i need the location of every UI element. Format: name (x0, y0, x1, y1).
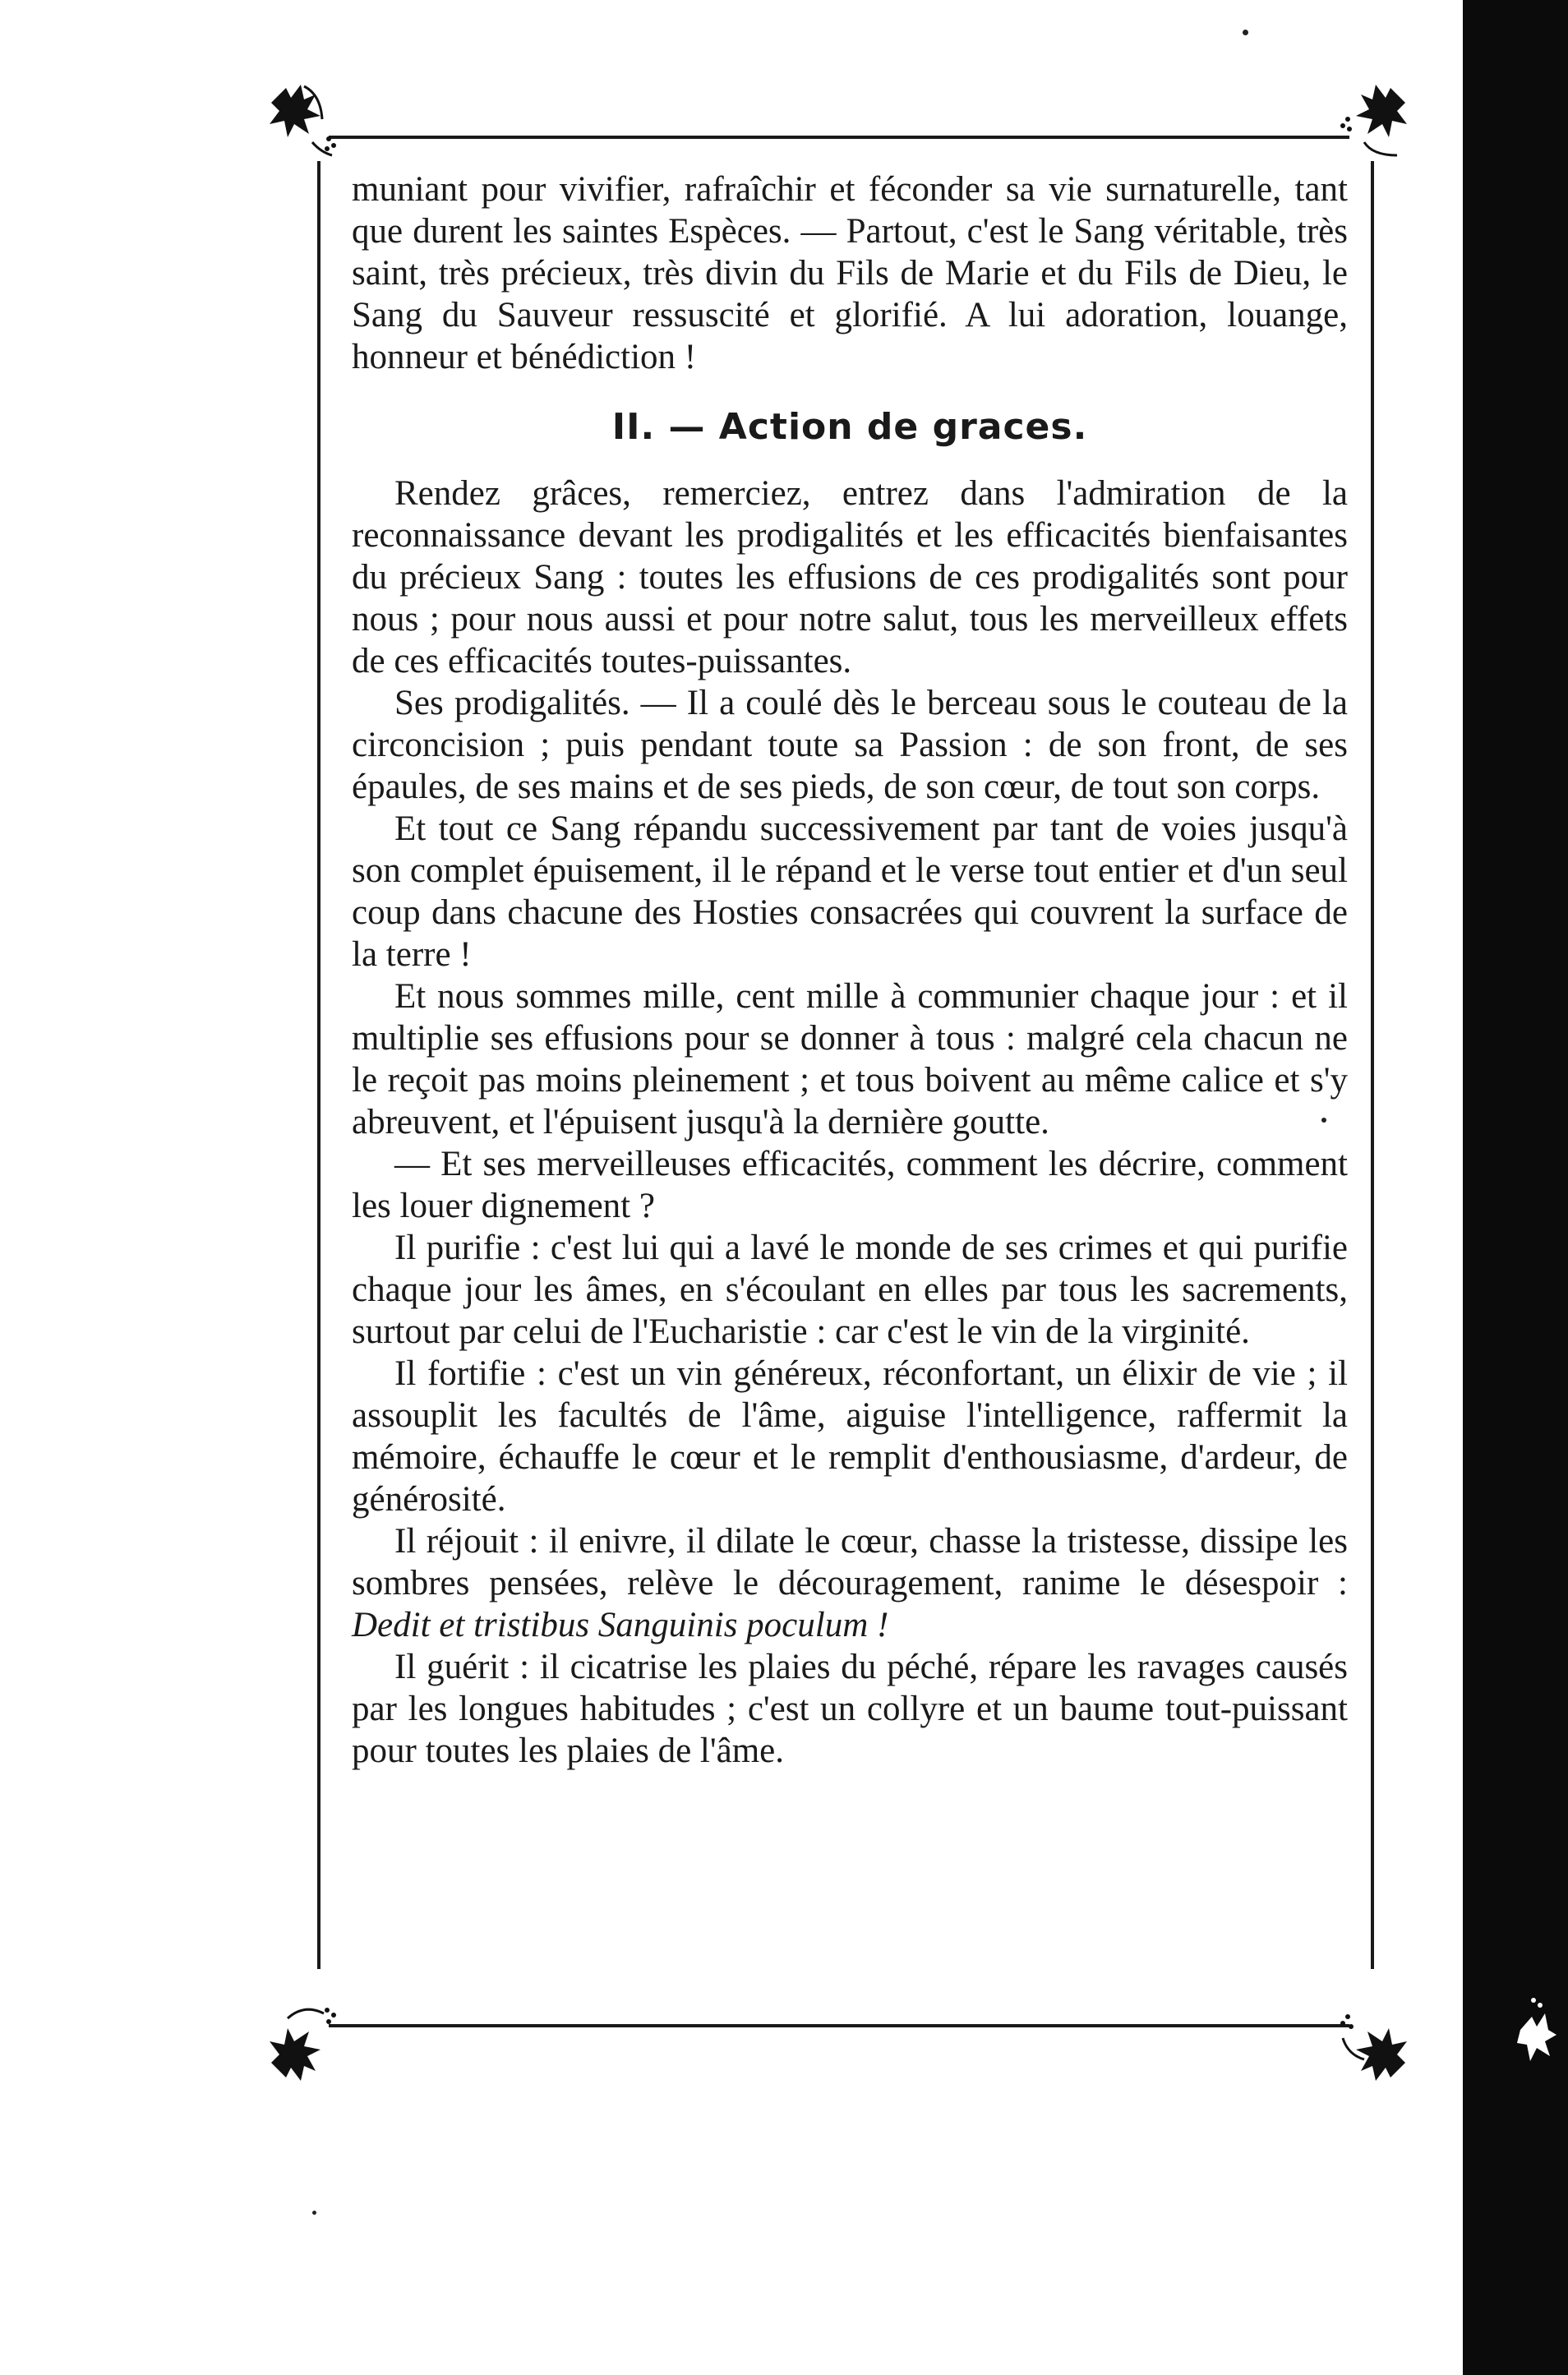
frame-bottom-rule (329, 2024, 1349, 2027)
paragraph-rejoice (352, 1520, 1348, 1646)
paragraph: Ses prodigalités. — Il a coulé dès le berceau sous le couteau de la circoncision ; puis pendant toute sa Passion : de son front, de ses épaules, de ses mains et de ses pieds, de son cœur, de tout son corps. (352, 684, 1348, 806)
paragraph: Il fortifie : c'est un vin généreux, réconfortant, un élixir de vie ; il assouplit les facultés de l'âme, aiguise l'intelligence, raffermit la mémoire, échauffe le cœur et le remplit d'enthousiasme, d'ardeur, de générosité. (352, 1354, 1348, 1519)
paragraph: Et nous sommes mille, cent mille à communier chaque jour : et il multiplie ses effusions pour se donner à tous : malgré cela chacun ne le reçoit pas moins pleinement ; et tous boivent au même calice et s'y abreuvent, et l'épuisent jusqu'à la dernière goutte. (352, 977, 1348, 1141)
frame-top-rule (329, 136, 1349, 139)
paragraph: Il guérit : il cicatrise les plaies du péché, répare les ravages causés par les longues habitudes ; c'est un collyre et un baume tout-puissant pour toutes les plaies de l'âme. (352, 1648, 1348, 1770)
corner-ornament-bottom-right-icon (1331, 1997, 1422, 2096)
paragraph: Et tout ce Sang répandu successivement par tant de voies jusqu'à son complet épuisement, il le répand et le verse tout entier et d'un seul coup dans chacune des Hosties consacrées qui couvrent la surface de la terre ! (352, 809, 1348, 974)
corner-ornament-bottom-left-icon (255, 1997, 345, 2096)
paragraph: — Et ses merveilleuses efficacités, comment les décrire, comment les louer dignement ? (352, 1145, 1348, 1225)
latin-quote: Dedit et tristibus Sanguinis poculum ! (352, 1606, 889, 1644)
margin-ornament-icon (1512, 1989, 1561, 2079)
rejoice-text: Il réjouit : il enivre, il dilate le cœur, chasse la tristesse, dissipe les sombres pensées, relève le découragement, ranime le désespoir : (352, 1522, 1348, 1603)
paragraph: Rendez grâces, remerciez, entrez dans l'admiration de la reconnaissance devant les prodigalités et les efficacités bienfaisantes du précieux Sang : toutes les effusions de ces prodigalités sont pour nous ; pour nous aussi et pour notre salut, tous les merveilleux effets de ces efficacités toutes-puissantes. (352, 474, 1348, 680)
page-text (352, 168, 1348, 1772)
corner-ornament-top-left-icon (255, 70, 345, 168)
print-speck (1243, 30, 1248, 35)
frame-right-rule (1371, 161, 1374, 1969)
frame-left-rule (317, 161, 321, 1969)
corner-ornament-top-right-icon (1331, 70, 1422, 168)
paragraph-continuation: muniant pour vivifier, rafraîchir et féconder sa vie surnaturelle, tant que durent les saintes Espèces. — Partout, c'est le Sang véritable, très saint, très précieux, très divin du Fils de Marie et du Fils de Dieu, le Sang du Sauveur ressuscité et glorifié. A lui adoration, louange, honneur et bénédiction ! (352, 170, 1348, 376)
paragraph: Il purifie : c'est lui qui a lavé le monde de ses crimes et qui purifie chaque jour les âmes, en s'écoulant en elles par tous les sacrements, surtout par celui de l'Eucharistie : car c'est le vin de la virginité. (352, 1229, 1348, 1351)
section-heading: II. — Action de graces. (611, 406, 1088, 448)
print-speck (312, 2211, 316, 2215)
